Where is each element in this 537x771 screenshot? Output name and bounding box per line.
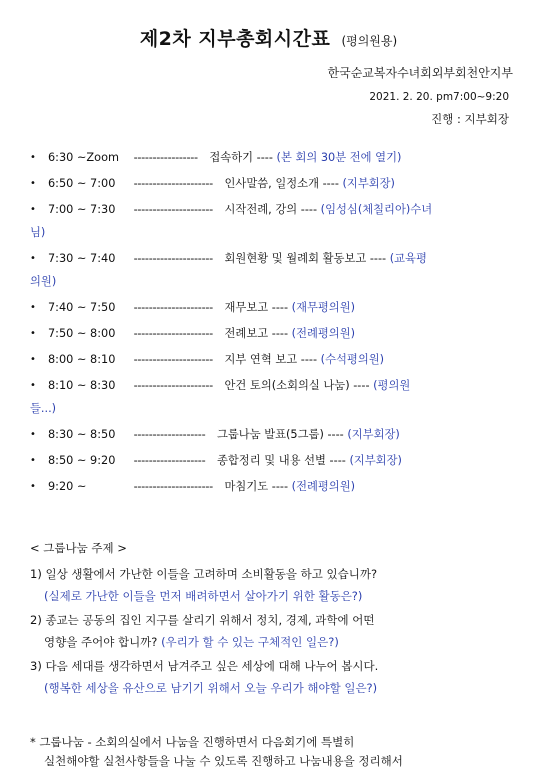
schedule-time: 6:30 ~Zoom (48, 151, 119, 164)
question-sub-line (30, 631, 520, 653)
question-sub-extra: (우리가 할 수 있는 구체적인 일은?) (161, 635, 339, 649)
organization-name: 한국순교복자수녀회외부회천안지부 (327, 66, 513, 80)
schedule-time: 7:50 ~ 8:00 (48, 327, 116, 340)
schedule-time: 8:50 ~ 9:20 (48, 454, 116, 467)
question-sub: (실제로 가난한 이들을 먼저 배려하면서 살아가기 위한 활동은?) (44, 589, 363, 603)
schedule-activity: 그룹나눔 발표(5그룹) (216, 428, 324, 441)
meeting-host: 진행 : 지부회장 (431, 112, 509, 126)
bullet-icon: • (30, 178, 36, 189)
schedule-leader: --------------------- (133, 301, 213, 314)
schedule-note: (지부회장) (342, 177, 395, 190)
schedule-leader: ----------------- (133, 151, 198, 164)
bullet-icon: • (30, 152, 36, 163)
schedule-note: (지부회장) (349, 454, 402, 467)
schedule-leader: ------------------- (133, 454, 206, 467)
topic-question (30, 563, 520, 607)
schedule-item (30, 198, 520, 244)
schedule-leader: --------------------- (133, 177, 213, 190)
schedule-activity: 회원현황 및 월례회 활동보고 (224, 252, 367, 265)
schedule-time: 8:10 ~ 8:30 (48, 379, 116, 392)
schedule-activity: 안건 토의(소회의실 나눔) (224, 379, 350, 392)
schedule-leader: --------------------- (133, 327, 213, 340)
bullet-icon: • (30, 204, 36, 215)
schedule-note-continued: 들...) (30, 402, 57, 415)
schedule-list (30, 146, 520, 501)
schedule-time: 8:00 ~ 8:10 (48, 353, 116, 366)
schedule-separator: ---- (271, 301, 289, 314)
schedule-leader: --------------------- (133, 480, 213, 493)
question-sub: (행복한 세상을 유산으로 남기기 위해서 오늘 우리가 해야할 일은?) (44, 681, 378, 695)
schedule-leader: --------------------- (133, 252, 213, 265)
schedule-activity: 접속하기 (209, 151, 254, 164)
schedule-note: (전례평의원) (291, 480, 356, 493)
schedule-note: (본 회의 30분 전에 열기) (276, 151, 402, 164)
schedule-item (30, 247, 520, 293)
schedule-activity: 인사말씀, 일정소개 (224, 177, 319, 190)
schedule-note: (지부회장) (347, 428, 400, 441)
meeting-datetime: 2021. 2. 20. pm7:00~9:20 (369, 91, 509, 103)
schedule-leader: --------------------- (133, 203, 213, 216)
schedule-note-continued: 님) (30, 226, 46, 239)
schedule-time: 7:40 ~ 7:50 (48, 301, 116, 314)
schedule-leader: --------------------- (133, 379, 213, 392)
question-text: 2) 종교는 공동의 집인 지구를 살리기 위해서 정치, 경제, 과학에 어떤 (30, 613, 375, 627)
schedule-item (30, 374, 520, 420)
schedule-item (30, 296, 520, 319)
schedule-item (30, 172, 520, 195)
schedule-activity: 마침기도 (224, 480, 269, 493)
schedule-separator: ---- (300, 203, 318, 216)
schedule-separator: ---- (329, 454, 346, 467)
schedule-note: (임성심(체칠리아)수녀 (320, 203, 433, 216)
question-sub: 영향을 주어야 합니까? (44, 635, 158, 649)
schedule-activity: 종합정리 및 내용 선별 (216, 454, 326, 467)
bullet-icon: • (30, 481, 36, 492)
schedule-time: 6:50 ~ 7:00 (48, 177, 116, 190)
bullet-icon: • (30, 302, 36, 313)
schedule-separator: ---- (322, 177, 339, 190)
bullet-icon: • (30, 380, 36, 391)
schedule-time: 7:30 ~ 7:40 (48, 252, 116, 265)
schedule-item (30, 322, 520, 345)
schedule-note: (교육평 (389, 252, 427, 265)
schedule-time: 7:00 ~ 7:30 (48, 203, 116, 216)
schedule-item (30, 348, 520, 371)
schedule-item (30, 449, 520, 472)
schedule-leader: ------------------- (133, 428, 206, 441)
schedule-note-continued: 의원) (30, 275, 57, 288)
bullet-icon: • (30, 429, 36, 440)
schedule-note: (수석평의원) (320, 353, 385, 366)
schedule-time: 8:30 ~ 8:50 (48, 428, 116, 441)
schedule-separator: ---- (369, 252, 387, 265)
bullet-icon: • (30, 328, 36, 339)
schedule-activity: 지부 연혁 보고 (224, 353, 298, 366)
schedule-separator: ---- (256, 151, 273, 164)
bullet-icon: • (30, 253, 36, 264)
group-sharing-note (30, 733, 520, 771)
schedule-activity: 전례보고 (224, 327, 269, 340)
schedule-note: (평의원 (373, 379, 411, 392)
schedule-activity: 시작전례, 강의 (224, 203, 298, 216)
schedule-separator: ---- (271, 480, 289, 493)
group-topics (30, 537, 520, 701)
topics-heading: < 그룹나눔 주제 > (30, 541, 127, 555)
note-line-2: 실천해야할 실천사항들을 나눌 수 있도록 진행하고 나눔내용을 정리해서 (44, 754, 403, 768)
document-title (0, 24, 537, 51)
topic-question (30, 655, 520, 699)
bullet-icon: • (30, 354, 36, 365)
schedule-separator: ---- (353, 379, 370, 392)
schedule-activity: 재무보고 (224, 301, 269, 314)
title-sub: (평의원용) (341, 34, 398, 48)
schedule-leader: --------------------- (133, 353, 213, 366)
note-line-1: * 그룹나눔 - 소회의실에서 나눔을 진행하면서 다음회기에 특별히 (30, 735, 355, 749)
schedule-separator: ---- (271, 327, 289, 340)
topic-question (30, 609, 520, 653)
schedule-separator: ---- (300, 353, 318, 366)
schedule-item (30, 146, 520, 169)
schedule-separator: ---- (327, 428, 344, 441)
schedule-time: 9:20 ~ (48, 480, 87, 493)
schedule-note: (재무평의원) (291, 301, 356, 314)
schedule-item (30, 423, 520, 446)
question-text: 3) 다음 세대를 생각하면서 남겨주고 싶은 세상에 대해 나누어 봅시다. (30, 659, 379, 673)
schedule-item (30, 475, 520, 498)
title-main: 제2차 지부총회시간표 (139, 28, 331, 50)
bullet-icon: • (30, 455, 36, 466)
question-text: 1) 일상 생활에서 가난한 이들을 고려하며 소비활동을 하고 있습니까? (30, 567, 378, 581)
schedule-note: (전례평의원) (291, 327, 356, 340)
